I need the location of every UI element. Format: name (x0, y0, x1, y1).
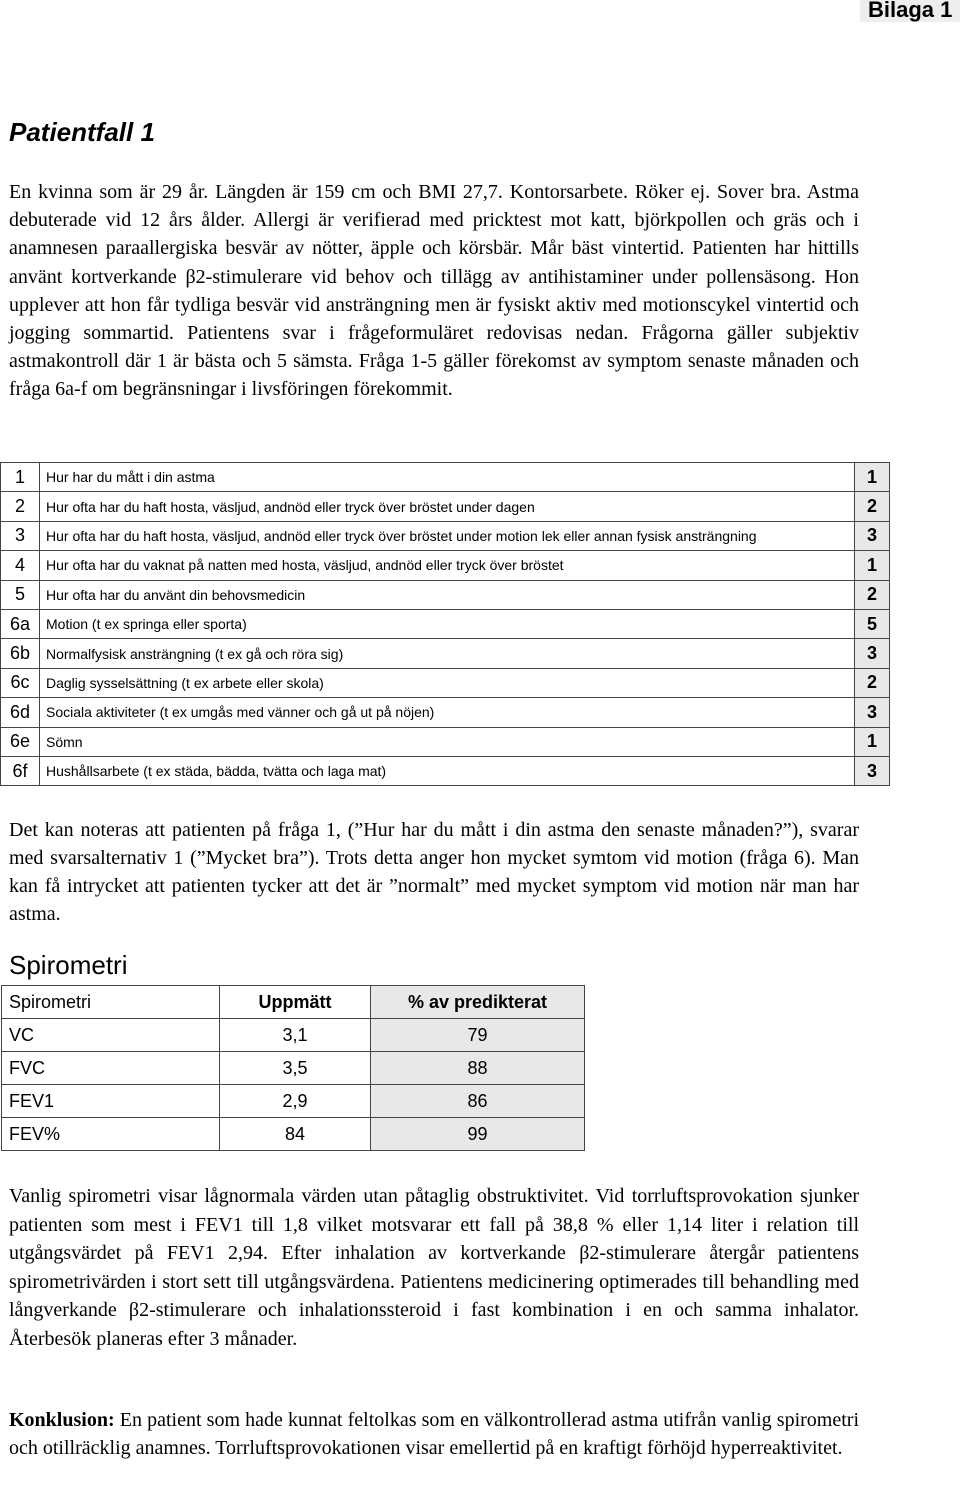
questionnaire-question: Motion (t ex springa eller sporta) (40, 609, 855, 638)
appendix-label-box (860, 0, 960, 22)
spirometry-measured: 84 (220, 1118, 371, 1151)
spirometry-row (2, 1085, 585, 1118)
questionnaire-question: Hushållsarbete (t ex städa, bädda, tvätta och laga mat) (40, 756, 855, 785)
questionnaire-answer: 2 (855, 492, 890, 521)
questionnaire-number: 6d (1, 698, 40, 727)
questionnaire-number: 1 (1, 463, 40, 492)
questionnaire-answer: 3 (855, 756, 890, 785)
questionnaire-answer: 5 (855, 609, 890, 638)
result-paragraph: Vanlig spirometri visar lågnormala värden utan påtaglig obstruktivitet. Vid torrluftsprovokation sjunker patienten som mest i FEV1 till 1,8 vilket motsvarar ett fall på 38,8 % eller 1,14 liter i relation till utgångsvärdet på FEV1 2,94. Efter inhalation av kortverkande β2-stimulerare återgår patientens spirometrivärden i stort sett till utgångsvärdena. Patientens medicinering optimerades till behandling med långverkande β2-stimulerare och inhalationssteroid i fast kombination i en och samma inhalator. Återbesök planeras efter 3 månader. (9, 1185, 859, 1350)
questionnaire-number: 6e (1, 727, 40, 756)
questionnaire-answer: 2 (855, 580, 890, 609)
questionnaire-answer: 3 (855, 639, 890, 668)
questionnaire-question: Sömn (40, 727, 855, 756)
questionnaire-question: Hur ofta har du haft hosta, väsljud, andnöd eller tryck över bröstet under motion lek eller annan fysisk ansträngning (40, 521, 855, 550)
spirometry-predicted: 99 (371, 1118, 585, 1151)
questionnaire-row (1, 492, 890, 521)
spirometry-label: FVC (2, 1052, 220, 1085)
questionnaire-row (1, 756, 890, 785)
spirometry-col-predicted: % av predikterat (371, 986, 585, 1019)
questionnaire-row (1, 609, 890, 638)
spirometry-measured: 3,1 (220, 1019, 371, 1052)
questionnaire-question: Normalfysisk ansträngning (t ex gå och röra sig) (40, 639, 855, 668)
questionnaire-answer: 1 (855, 551, 890, 580)
questionnaire-row (1, 668, 890, 697)
spirometry-body (2, 1019, 585, 1151)
questionnaire-row (1, 551, 890, 580)
questionnaire-answer: 3 (855, 698, 890, 727)
questionnaire-number: 6c (1, 668, 40, 697)
spirometry-heading: Spirometri (9, 950, 128, 980)
spirometry-row (2, 1118, 585, 1151)
spirometry-measured: 2,9 (220, 1085, 371, 1118)
spirometry-label: FEV% (2, 1118, 220, 1151)
spirometry-row (2, 1052, 585, 1085)
questionnaire-row (1, 639, 890, 668)
spirometry-row (2, 1019, 585, 1052)
spirometry-label: VC (2, 1019, 220, 1052)
questionnaire-row (1, 727, 890, 756)
spirometry-predicted: 88 (371, 1052, 585, 1085)
questionnaire-number: 2 (1, 492, 40, 521)
spirometry-col-label: Spirometri (2, 986, 220, 1019)
questionnaire-number: 5 (1, 580, 40, 609)
conclusion-text: En patient som hade kunnat feltolkas som en välkontrollerad astma utifrån vanlig spirometri och otillräcklig anamnes. Torrluftsprovokationen visar emellertid på en kraftigt förhöjd hyperreaktivitet. (9, 1409, 859, 1459)
questionnaire-number: 4 (1, 551, 40, 580)
questionnaire-question: Sociala aktiviteter (t ex umgås med vänner och gå ut på nöjen) (40, 698, 855, 727)
case-title: Patientfall 1 (9, 117, 155, 147)
note-paragraph: Det kan noteras att patienten på fråga 1, (”Hur har du mått i din astma den senaste månaden?”), svarar med svarsalternativ 1 (”Mycket bra”). Trots detta anger hon mycket symtom vid motion (fråga 6). Man kan få intrycket att patienten tycker att det är ”normalt” med mycket symptom vid motion när man har astma. (9, 819, 859, 925)
questionnaire-row (1, 580, 890, 609)
questionnaire-answer: 2 (855, 668, 890, 697)
questionnaire-table (0, 462, 890, 786)
questionnaire-row (1, 521, 890, 550)
questionnaire-answer: 1 (855, 727, 890, 756)
appendix-label: Bilaga 1 (868, 0, 953, 22)
conclusion-paragraph (9, 1406, 859, 1462)
spirometry-col-measured: Uppmätt (220, 986, 371, 1019)
questionnaire-number: 3 (1, 521, 40, 550)
conclusion-label: Konklusion: (9, 1409, 115, 1431)
questionnaire-row (1, 463, 890, 492)
questionnaire-question: Hur har du mått i din astma (40, 463, 855, 492)
spirometry-measured: 3,5 (220, 1052, 371, 1085)
questionnaire-question: Hur ofta har du haft hosta, väsljud, andnöd eller tryck över bröstet under dagen (40, 492, 855, 521)
intro-paragraph: En kvinna som är 29 år. Längden är 159 cm och BMI 27,7. Kontorsarbete. Röker ej. Sover bra. Astma debuterade vid 12 års ålder. Allergi är verifierad med pricktest mot katt, björkpollen och gräs och i anamnesen paraallergiska besvär av nötter, äpple och körsbär. Mår bäst vintertid. Patienten har hittills använt kortverkande β2-stimulerare vid behov och tillägg av antihistaminer under pollensäsong. Hon upplever att hon får tydliga besvär vid ansträngning men är fysiskt aktiv med motionscykel vintertid och jogging sommartid. Patientens svar i frågeformuläret redovisas nedan. Frågorna gäller subjektiv astmakontroll där 1 är bästa och 5 sämsta. Fråga 1-5 gäller förekomst av symptom senaste månaden och fråga 6a-f om begränsningar i livsföringen förekommit. (9, 181, 859, 401)
spirometry-label: FEV1 (2, 1085, 220, 1118)
questionnaire-question: Daglig sysselsättning (t ex arbete eller skola) (40, 668, 855, 697)
spirometry-predicted: 86 (371, 1085, 585, 1118)
questionnaire-answer: 1 (855, 463, 890, 492)
questionnaire-row (1, 698, 890, 727)
questionnaire-number: 6b (1, 639, 40, 668)
spirometry-table (1, 985, 585, 1151)
questionnaire-body (1, 463, 890, 786)
questionnaire-number: 6f (1, 756, 40, 785)
questionnaire-answer: 3 (855, 521, 890, 550)
questionnaire-question: Hur ofta har du använt din behovsmedicin (40, 580, 855, 609)
questionnaire-question: Hur ofta har du vaknat på natten med hosta, väsljud, andnöd eller tryck över bröstet (40, 551, 855, 580)
questionnaire-number: 6a (1, 609, 40, 638)
spirometry-predicted: 79 (371, 1019, 585, 1052)
spirometry-header-row (2, 986, 585, 1019)
